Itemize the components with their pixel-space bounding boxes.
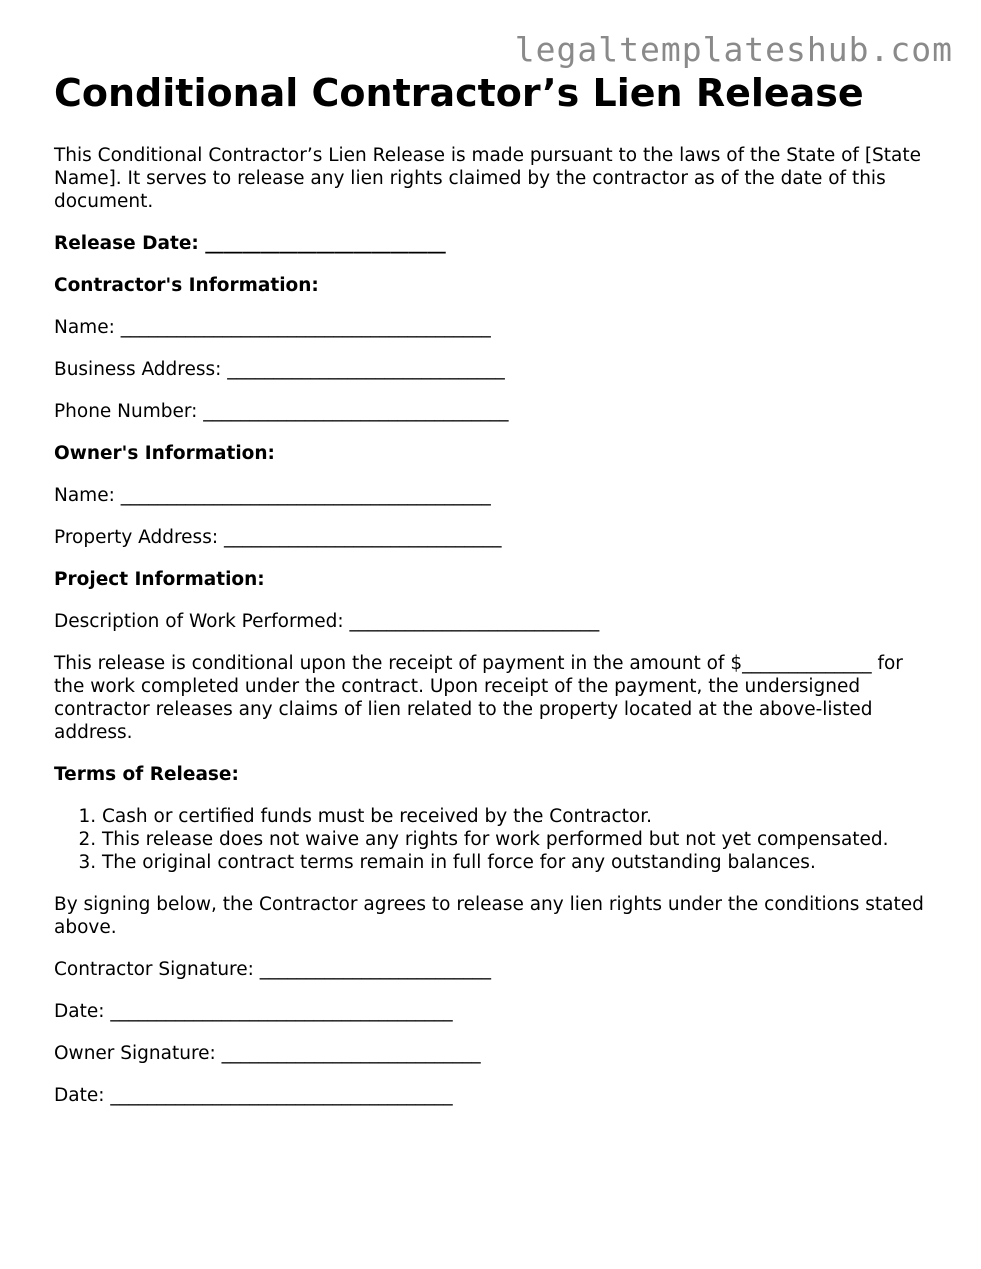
owner-signature-line: Owner Signature: ____________________________ bbox=[54, 1043, 481, 1064]
contractor-phone-line: Phone Number: _________________________________ bbox=[54, 401, 509, 422]
project-info-heading: Project Information: bbox=[54, 569, 265, 590]
contractor-info-heading: Contractor's Information: bbox=[54, 275, 319, 296]
contractor-date-line: Date: _____________________________________ bbox=[54, 1001, 453, 1022]
intro-paragraph: This Conditional Contractor’s Lien Release is made pursuant to the laws of the State of [State Name]. It serves to release any lien rights claimed by the contractor as of the date of this document. bbox=[54, 145, 922, 212]
work-description-line: Description of Work Performed: ___________________________ bbox=[54, 611, 600, 632]
terms-heading: Terms of Release: bbox=[54, 764, 239, 785]
contractor-name-line: Name: ________________________________________ bbox=[54, 317, 491, 338]
terms-item: 2. This release does not waive any rights for work performed but not yet compensated. bbox=[102, 828, 934, 851]
signing-paragraph: By signing below, the Contractor agrees to release any lien rights under the conditions stated above. bbox=[54, 894, 924, 938]
release-date-line: Release Date: __________________________ bbox=[54, 233, 446, 254]
owner-address-line: Property Address: ______________________________ bbox=[54, 527, 502, 548]
conditional-paragraph: This release is conditional upon the receipt of payment in the amount of $______________ for the work completed under the contract. Upon receipt of the payment, the undersigned contractor releases any claims of lien related to the property located at the above-listed address. bbox=[54, 653, 903, 743]
document-title: Conditional Contractor’s Lien Release bbox=[54, 71, 864, 115]
owner-info-heading: Owner's Information: bbox=[54, 443, 275, 464]
contractor-address-line: Business Address: ______________________________ bbox=[54, 359, 505, 380]
document-page bbox=[54, 68, 934, 1126]
terms-item: 1. Cash or certified funds must be received by the Contractor. bbox=[102, 805, 934, 828]
contractor-signature-line: Contractor Signature: _________________________ bbox=[54, 959, 491, 980]
owner-name-line: Name: ________________________________________ bbox=[54, 485, 491, 506]
terms-list bbox=[54, 805, 934, 874]
terms-item: 3. The original contract terms remain in full force for any outstanding balances. bbox=[102, 851, 934, 874]
watermark: legaltemplateshub.com bbox=[514, 30, 953, 69]
owner-date-line: Date: _____________________________________ bbox=[54, 1085, 453, 1106]
